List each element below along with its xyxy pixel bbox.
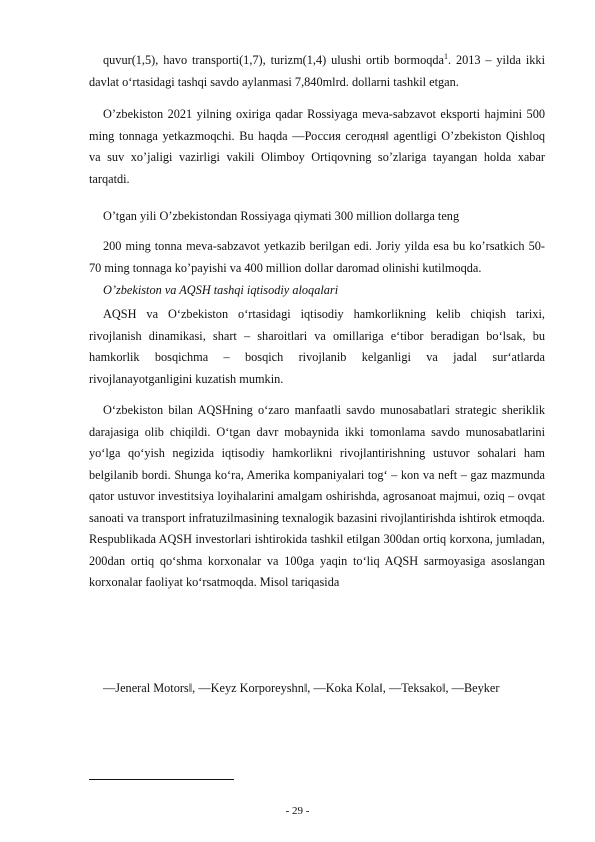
page-number: - 29 - xyxy=(285,805,310,817)
paragraph-1-text: quvur(1,5), havo transporti(1,7), turizm(1,4) ulushi ortib bormoqda xyxy=(103,53,444,67)
paragraph-4: 200 ming tonna meva-sabzavot yetkazib berilgan edi. Joriy yilda esa bu ko’rsatkich 50-70 ming tonnaga ko’payishi va 400 million dollar daromad olinishi kutilmoqda. xyxy=(89,239,545,275)
paragraph-6: O‘zbekiston bilan AQSHning o‘zaro manfaatli savdo munosabatlari strategic sheriklik darajasiga olib chiqildi. O‘tgan davr mobaynida ikki tomonlama savdo munosabatlarini yo‘lga qo‘yish negizida iqtisodiy hamkorlikni rivojlantirishning ustuvor sohalari ham belgilanib bordi. Shunga ko‘ra, Amerika kompaniyalari tog‘ – kon va neft – gaz mazmunda qator ustuvor investitsiya loyihalarini amalgam oshirishda, agrosanoat majmui, oziq – ovqat sanoati va transport infratuzilmasining texnalogik bazasini rivojlantirishda ishtirok etmoqda. Respublikada AQSH investorlari ishtirokida tashkil etilgan 300dan ortiq korxona, jumladan, 200dan ortiq qo‘shma korxonalar va 100ga yaqin to‘liq AQSH sarmoyasiga asoslangan korxonalar faoliyat ko‘rsatmoqda. Misol tariqasida xyxy=(89,403,545,589)
footnote-divider xyxy=(89,779,234,780)
paragraph-1-rest: . 2013 – yilda ikki davlat o‘rtasidagi tashqi savdo aylanmasi 7,840mlrd. dollarni tashkil etgan. xyxy=(89,53,545,89)
section-heading: O’zbekiston va AQSH tashqi iqtisodiy aloqalari xyxy=(103,283,339,297)
paragraph-2: O’zbekiston 2021 yilning oxiriga qadar Rossiyaga meva-sabzavot eksporti hajmini 500 ming tonnaga yetkazmoqchi. Bu haqda ―Россия сегодня‖ agentligi O’zbekiston Qishloq va suv xo’jaligi vazirligi vakili Olimboy Ortiqovning so’zlariga tayangan holda xabar tarqatdi. xyxy=(89,107,545,186)
paragraph-5: AQSH va O‘zbekiston o‘rtasidagi iqtisodiy hamkorlikning kelib chiqish tarixi, rivojlanish dinamikasi, shart – sharoitlari va omillariga e‘tibor beradigan bo‘lsak, bu hamkorlik bosqichma – bosqich rivojlanib kelganligi va jadal sur‘atlarda rivojlanayotganligini kuzatish mumkin. xyxy=(89,307,545,386)
paragraph-7: ―Jeneral Motors‖, ―Keyz Korporeyshn‖, ―Koka Kola‖, ―Teksako‖, ―Beyker xyxy=(103,681,500,695)
footnote-ref[interactable]: 1 xyxy=(444,51,448,61)
paragraph-3: O’tgan yili O’zbekistondan Rossiyaga qiymati 300 million dollarga teng xyxy=(103,209,460,223)
paragraph-1 xyxy=(89,50,545,93)
